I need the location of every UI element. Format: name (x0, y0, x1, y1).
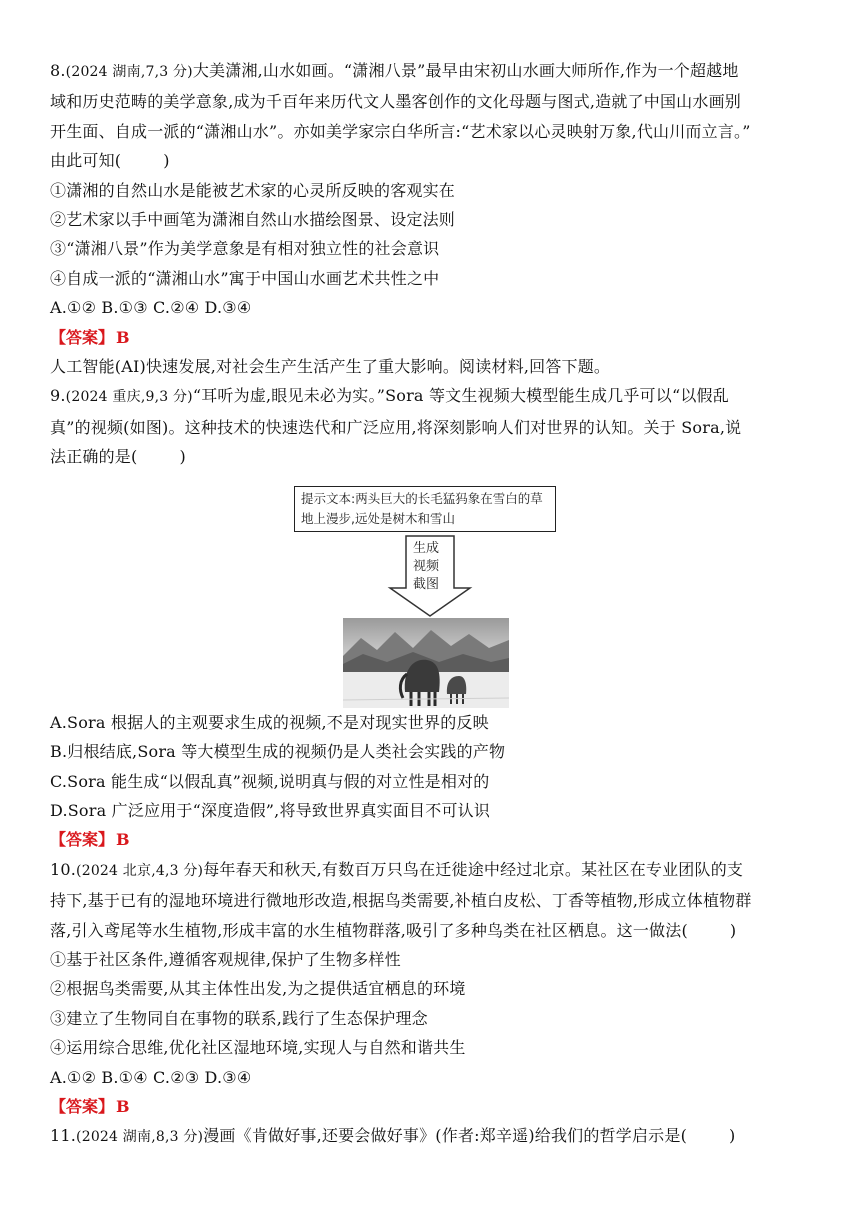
q10-choices: A.①② B.①④ C.②③ D.③④ (50, 1067, 252, 1087)
arrow-label: 生成视频截图 (412, 540, 439, 592)
q10-number: 10. (50, 859, 77, 879)
q8-option-2: ②艺术家以手中画笔为潇湘自然山水描绘图景、设定法则 (50, 210, 456, 230)
answer-value: B (116, 1096, 130, 1116)
q11-number: 11. (50, 1126, 77, 1146)
q8-answer (50, 323, 815, 352)
q8-option-3: ③“潇湘八景”作为美学意象是有相对独立性的社会意识 (50, 239, 440, 259)
q10-answer (50, 1092, 815, 1121)
q11-stem-line-1: 11.(2024 湖南,8,3 分)漫画《肯做好事,还要会做好事》(作者:郑辛遥)给我们的哲学启示是( ) (50, 1126, 736, 1146)
q8-stem-line-2: 域和历史范畴的美学意象,成为千百年来历代文人墨客创作的文化母题与图式,造就了中国山水画别 (50, 92, 741, 112)
q10-option-2: ②根据鸟类需要,从其主体性出发,为之提供适宜栖息的环境 (50, 979, 466, 999)
q11-source: (2024 湖南,8,3 分) (76, 1129, 204, 1146)
document-page (50, 56, 815, 1153)
q10-option-3: ③建立了生物同自在事物的联系,践行了生态保护理念 (50, 1008, 428, 1028)
q10-option-4: ④运用综合思维,优化社区湿地环境,实现人与自然和谐共生 (50, 1038, 466, 1058)
q9-stem-line-1: 9.(2024 重庆,9,3 分)“耳听为虚,眼见未必为实。”Sora 等文生视频大模型能生成几乎可以“以假乱 (50, 386, 729, 406)
q10-stem-line-2: 持下,基于已有的湿地环境进行微地形改造,根据鸟类需要,补植白皮松、丁香等植物,形成立体植物群 (50, 891, 752, 911)
prompt-text-box: 提示文本:两头巨大的长毛猛犸象在雪白的草地上漫步,远处是树木和雪山 (294, 486, 556, 532)
q8-stem-line-4: 由此可知( ) (50, 151, 170, 171)
q8-stem-line-1: 8.(2024 湖南,7,3 分)大美潇湘,山水如画。“潇湘八景”最早由宋初山水画大师所作,作为一个超越地 (50, 61, 739, 80)
q9-option-d: D.Sora 广泛应用于“深度造假”,将导致世界真实面目不可认识 (50, 800, 491, 820)
q8-choices: A.①② B.①③ C.②④ D.③④ (50, 298, 252, 318)
q10-stem-line-3: 落,引入鸢尾等水生植物,形成丰富的水生植物群落,吸引了多种鸟类在社区栖息。这一做法( ) (50, 920, 737, 940)
q10-source: (2024 北京,4,3 分) (76, 862, 204, 879)
q10-option-1: ①基于社区条件,遵循客观规律,保护了生物多样性 (50, 949, 401, 969)
q8-number: 8. (50, 61, 66, 80)
mammoth-video-screenshot (343, 618, 509, 708)
q9-number: 9. (50, 386, 66, 406)
answer-value: B (116, 830, 130, 850)
q9-option-c: C.Sora 能生成“以假乱真”视频,说明真与假的对立性是相对的 (50, 771, 490, 791)
q9-option-b: B.归根结底,Sora 等大模型生成的视频仍是人类社会实践的产物 (50, 742, 506, 762)
q8-source: (2024 湖南,7,3 分) (65, 64, 193, 80)
material-intro: 人工智能(AI)快速发展,对社会生产生活产生了重大影响。阅读材料,回答下题。 (50, 357, 611, 377)
q8-option-4: ④自成一派的“潇湘山水”寓于中国山水画艺术共性之中 (50, 268, 440, 288)
q9-source: (2024 重庆,9,3 分) (65, 389, 193, 406)
q8-stem-line-3: 开生面、自成一派的“潇湘山水”。亦如美学家宗白华所言:“艺术家以心灵映射万象,代山川而立言。” (50, 121, 751, 141)
q9-stem-line-2: 真”的视频(如图)。这种技术的快速迭代和广泛应用,将深刻影响人们对世界的认知。关于 Sora,说 (50, 417, 742, 437)
answer-label: 【答案】 (50, 830, 115, 850)
answer-label: 【答案】 (50, 327, 115, 347)
q9-option-a: A.Sora 根据人的主观要求生成的视频,不是对现实世界的反映 (50, 712, 489, 732)
q9-stem-line-3: 法正确的是( ) (50, 447, 186, 467)
answer-label: 【答案】 (50, 1096, 115, 1116)
answer-value: B (116, 327, 130, 347)
q9-answer (50, 825, 815, 854)
q9-figure (0, 472, 860, 708)
q8-option-1: ①潇湘的自然山水是能被艺术家的心灵所反映的客观实在 (50, 180, 456, 200)
q10-stem-line-1: 10.(2024 北京,4,3 分)每年春天和秋天,有数百万只鸟在迁徙途中经过北京。某社区在专业团队的支 (50, 859, 744, 879)
